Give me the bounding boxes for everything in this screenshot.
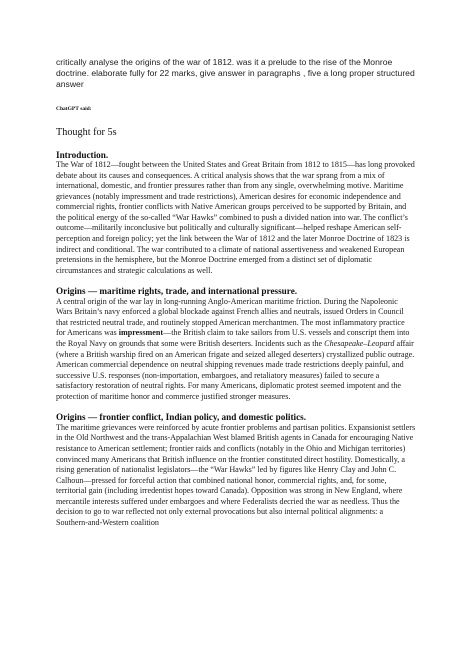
section-body: The maritime grievances were reinforced by acute frontier problems and partisan politics. Expansionist settlers in the Old Northwest and the trans-Appalachian West blamed British agents in Canada for encouraging Native resistance to American settlement; frontier raids and conflicts (notably in the Ohio and Michigan territories) convinced many Americans that British influence on the frontier constituted direct hostility. Domestically, a rising generation of nationalist legislators—the “War Hawks” led by figures like Henry Clay and John C. Calhoun—pressed for forceful action that combined national honor, commercial rights, and, for some, territorial gain (including irredentist hopes toward Canada). Opposition was strong in New England, where mercantile interests suffered under embargoes and where Federalists decried the war as needless. Thus the decision to go to war reflected not only external provocations but also internal political alignments: a Southern-and-Western coalition xyxy=(56,422,416,527)
thought-duration[interactable]: Thought for 5s xyxy=(56,126,117,138)
section-body xyxy=(56,297,416,402)
section-body: The War of 1812—fought between the United States and Great Britain from 1812 to 1815—has long provoked debate about its causes and consequences. A critical analysis shows that the war sprang from a mix of international, domestic, and frontier pressures rather than from any single, overwhelming motive. Maritime grievances (notably impressment and trade restrictions), American desires for economic independence and commercial rights, frontier conflicts with Native American groups perceived to be supported by Britain, and the political energy of the so-called “War Hawks” combined to push a divided nation into war. The conflict’s outcome—militarily inconclusive but politically and culturally significant—helped reshape American self-perception and foreign policy; yet the link between the War of 1812 and the later Monroe Doctrine of 1823 is indirect and conditional. The war contributed to a climate of national assertiveness and weakened European pretensions in the hemisphere, but the Monroe Doctrine emerged from a distinct set of diplomatic circumstances and strategic calculations as well. xyxy=(56,160,415,275)
italic-term: Chesapeake–Leopard xyxy=(324,339,395,348)
section-introduction xyxy=(56,150,416,277)
body-text: —the British claim to take sailors from U.S. vessels and conscript them into the Royal Navy on grounds that some were British deserters. Incidents such as the xyxy=(56,328,410,348)
section-heading: Origins — maritime rights, trade, and international pressure. xyxy=(56,286,298,297)
bold-term: impressment xyxy=(118,328,164,338)
section-heading: Introduction. xyxy=(56,149,109,160)
assistant-label: ChatGPT said: xyxy=(56,105,92,112)
section-maritime-origins xyxy=(56,286,416,402)
user-prompt: critically analyse the origins of the war of 1812. was it a prelude to the rise of the Monroe doctrine. elaborate fully for 22 marks, give answer in paragraphs , five a long proper structured answer xyxy=(56,57,415,90)
body-text: affair (where a British warship fired on an American frigate and seized alleged deserters) crystallized public outrage. American commercial dependence on neutral shipping revenues made trade restrictions deeply painful, and successive U.S. responses (non-importation, embargoes, and retaliatory measures) failed to secure a satisfactory restoration of neutral rights. For many Americans, diplomatic protest seemed impotent and the protection of maritime honor and commerce justified stronger measures. xyxy=(56,339,415,401)
body-text: A central origin of the war lay in long-running Anglo-American maritime friction. During the Napoleonic Wars Britain’s navy enforced a global blockade against French allies and neutrals, issued Orders in Council that restricted neutral trade, and routinely stopped American merchantmen. The most inflammatory practice for Americans was xyxy=(56,296,405,338)
section-heading: Origins — frontier conflict, Indian policy, and domestic politics. xyxy=(56,412,307,423)
chat-document xyxy=(56,57,416,528)
section-frontier-origins xyxy=(56,412,416,528)
